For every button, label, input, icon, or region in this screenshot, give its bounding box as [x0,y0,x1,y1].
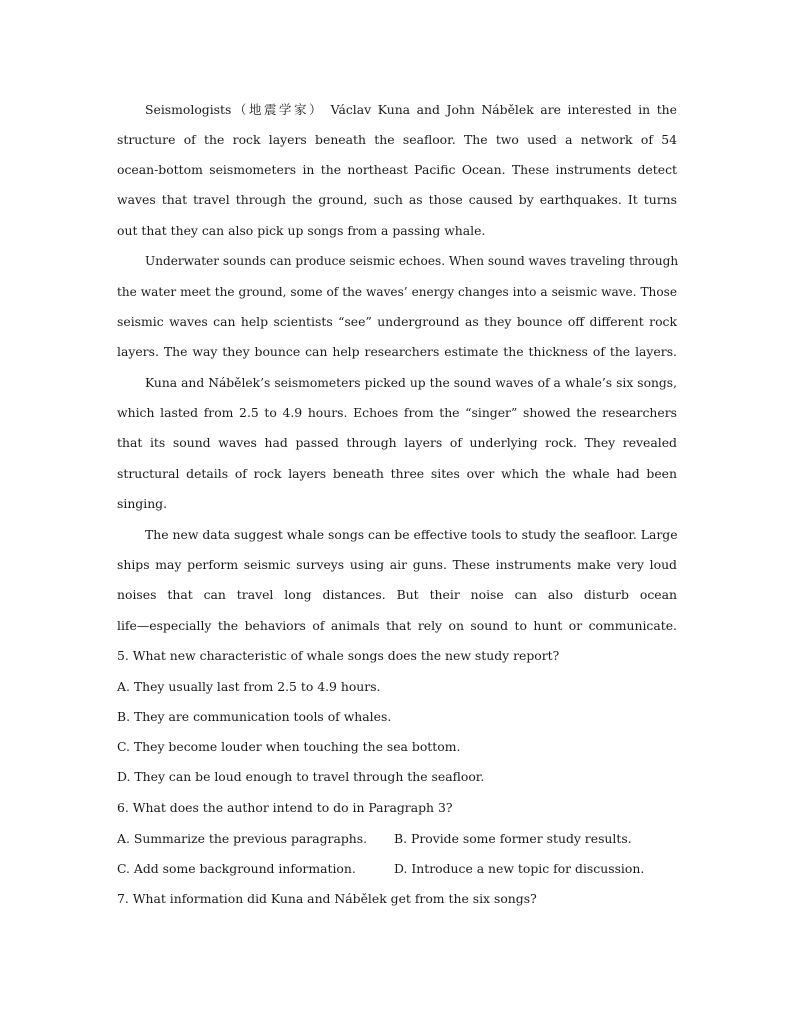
text-line: which lasted from 2.5 to 4.9 hours. Echoes from the “singer” showed the researchers [117,405,677,420]
text-line: seismic waves can help scientists “see” underground as they bounce off different rock [117,314,677,329]
answer-option-d: D. They can be loud enough to travel through the seafloor. [117,769,485,784]
text-line: The new data suggest whale songs can be effective tools to study the seafloor. Large [145,527,678,542]
answer-option-b: B. Provide some former study results. [394,831,632,846]
answer-option-a: A. They usually last from 2.5 to 4.9 hours. [117,679,381,694]
text-line: layers. The way they bounce can help researchers estimate the thickness of the layers. [117,344,677,359]
text-line: singing. [117,496,168,511]
question-stem: 6. What does the author intend to do in Paragraph 3? [117,800,453,815]
question-stem: 7. What information did Kuna and Nábělek get from the six songs? [117,891,537,906]
text-line: waves that travel through the ground, such as those caused by earthquakes. It turns [117,192,677,207]
text-line: ocean-bottom seismometers in the northeast Pacific Ocean. These instruments detect [117,162,677,177]
answer-row-ab [117,829,677,849]
answer-option-d: D. Introduce a new topic for discussion. [394,861,645,876]
answer-option-c: C. They become louder when touching the sea bottom. [117,739,461,754]
text-line: noises that can travel long distances. But their noise can also disturb ocean [117,587,677,602]
text-line: out that they can also pick up songs from a passing whale. [117,223,486,238]
text-line: that its sound waves had passed through layers of underlying rock. They revealed [117,435,677,450]
text-line: Underwater sounds can produce seismic echoes. When sound waves traveling through [145,254,679,268]
question-stem: 5. What new characteristic of whale songs does the new study report? [117,648,560,663]
answer-option-b: B. They are communication tools of whales. [117,709,392,724]
answer-option-a: A. Summarize the previous paragraphs. [117,831,368,846]
answer-row-cd [117,859,677,879]
text-line: structure of the rock layers beneath the seafloor. The two used a network of 54 [117,132,677,147]
text-line: structural details of rock layers beneath three sites over which the whale had been [117,466,677,481]
text-line: life—especially the behaviors of animals that rely on sound to hunt or communicate. [117,618,677,633]
text-line: the water meet the ground, some of the waves’ energy changes into a seismic wave. Those [117,285,677,299]
text-line: ships may perform seismic surveys using air guns. These instruments make very loud [117,557,677,572]
text-line: Seismologists（地震学家） Václav Kuna and John Nábělek are interested in the [145,102,677,117]
answer-option-c: C. Add some background information. [117,861,356,876]
text-line: Kuna and Nábělek’s seismometers picked up the sound waves of a whale’s six songs, [145,376,677,390]
